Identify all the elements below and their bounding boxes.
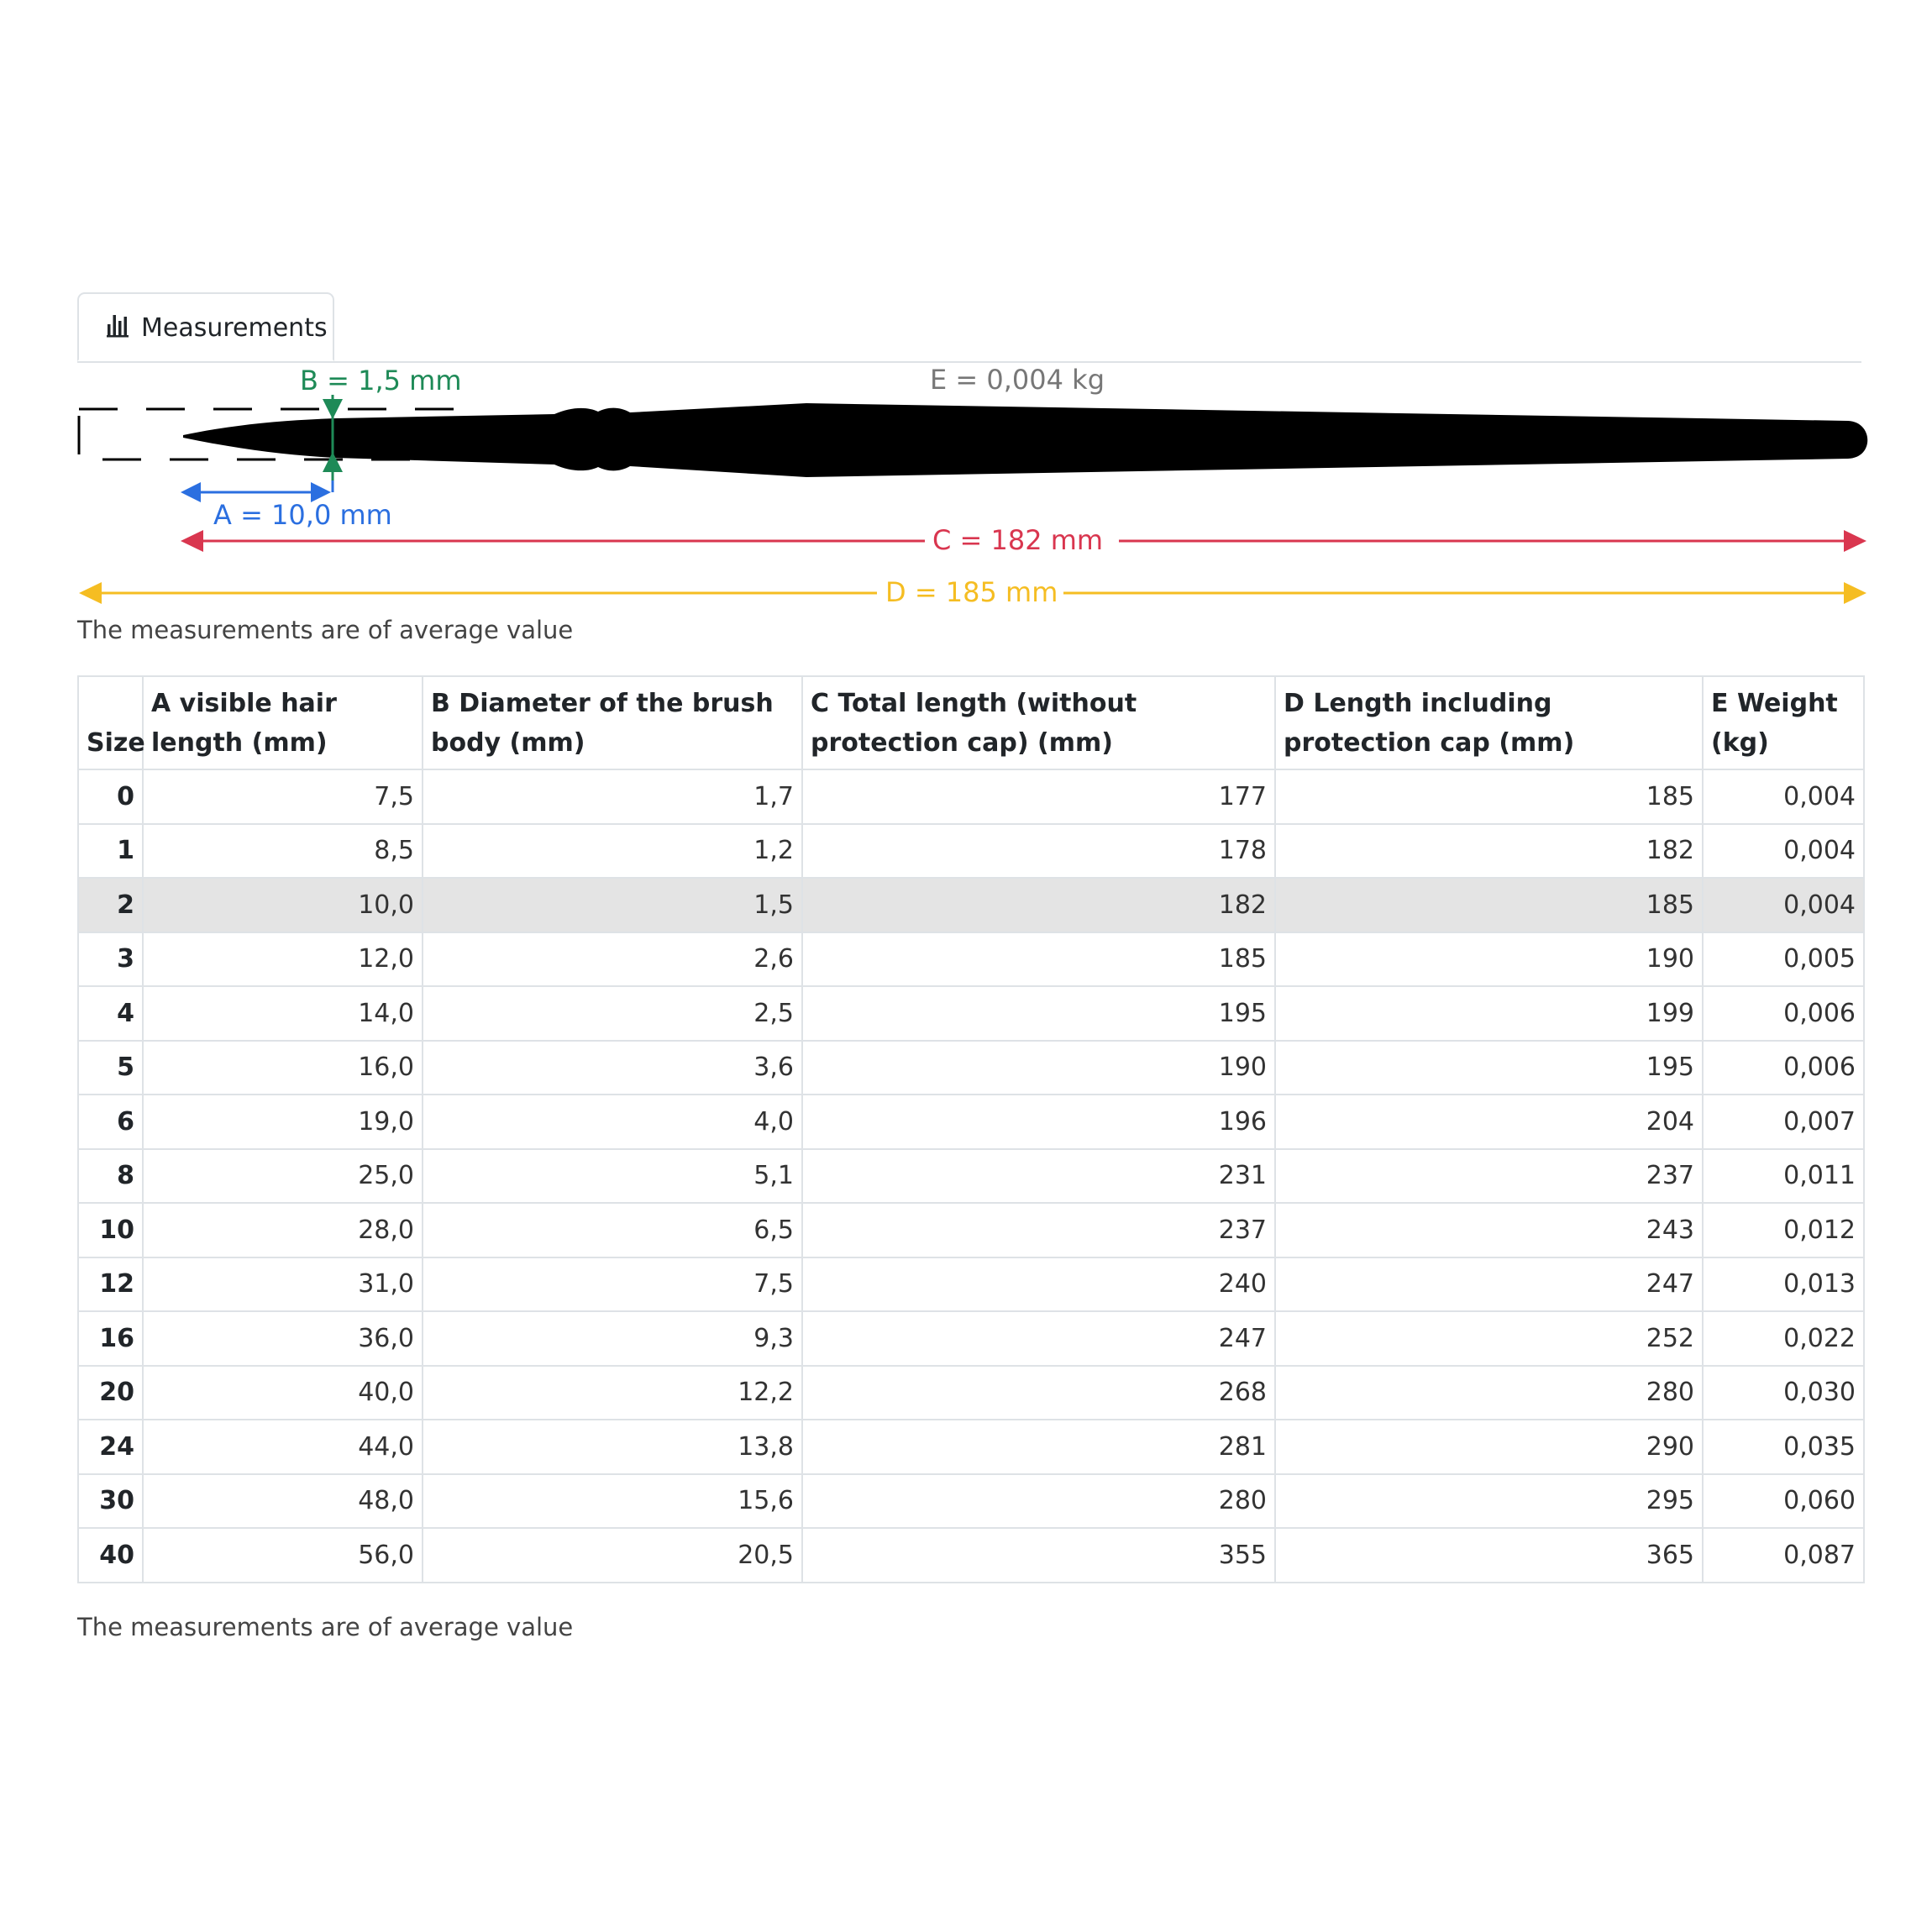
- cell-c-total-length: 178: [802, 824, 1275, 879]
- header-e-weight: E Weight (kg): [1703, 676, 1864, 769]
- cell-a-hair-length: 7,5: [143, 769, 423, 824]
- bar-chart-icon: [107, 312, 132, 338]
- cell-e-weight: 0,087: [1703, 1528, 1864, 1583]
- table-row: [78, 986, 1864, 1041]
- cell-a-hair-length: 8,5: [143, 824, 423, 879]
- cell-a-hair-length: 10,0: [143, 878, 423, 932]
- cell-size: 3: [78, 932, 143, 987]
- table-row: [78, 1257, 1864, 1312]
- cell-e-weight: 0,060: [1703, 1474, 1864, 1529]
- cell-b-diameter: 13,8: [423, 1420, 802, 1474]
- table-row: [78, 1149, 1864, 1204]
- header-size: Size: [78, 676, 143, 769]
- cell-b-diameter: 1,2: [423, 824, 802, 879]
- cell-d-length-with-cap: 185: [1275, 878, 1703, 932]
- brush-silhouette: [183, 403, 1867, 477]
- cell-b-diameter: 6,5: [423, 1203, 802, 1257]
- cell-b-diameter: 20,5: [423, 1528, 802, 1583]
- cell-size: 8: [78, 1149, 143, 1204]
- cell-a-hair-length: 36,0: [143, 1311, 423, 1366]
- cell-e-weight: 0,004: [1703, 769, 1864, 824]
- average-value-note: The measurements are of average value: [77, 616, 574, 644]
- average-value-note-bottom: The measurements are of average value: [77, 1613, 574, 1641]
- cell-e-weight: 0,004: [1703, 824, 1864, 879]
- cell-d-length-with-cap: 243: [1275, 1203, 1703, 1257]
- cell-a-hair-length: 56,0: [143, 1528, 423, 1583]
- cell-size: 2: [78, 878, 143, 932]
- cell-size: 5: [78, 1041, 143, 1095]
- cell-e-weight: 0,035: [1703, 1420, 1864, 1474]
- cell-c-total-length: 280: [802, 1474, 1275, 1529]
- cell-e-weight: 0,005: [1703, 932, 1864, 987]
- cell-size: 24: [78, 1420, 143, 1474]
- cell-c-total-length: 195: [802, 986, 1275, 1041]
- cell-a-hair-length: 48,0: [143, 1474, 423, 1529]
- table-row: [78, 878, 1864, 932]
- cell-e-weight: 0,004: [1703, 878, 1864, 932]
- header-a-visible-hair-length: A visible hair length (mm): [143, 676, 423, 769]
- cell-a-hair-length: 12,0: [143, 932, 423, 987]
- cell-c-total-length: 268: [802, 1366, 1275, 1420]
- cell-d-length-with-cap: 182: [1275, 824, 1703, 879]
- cell-c-total-length: 237: [802, 1203, 1275, 1257]
- table-row: [78, 1474, 1864, 1529]
- cell-e-weight: 0,011: [1703, 1149, 1864, 1204]
- cell-size: 16: [78, 1311, 143, 1366]
- label-c-total-length: C = 182 mm: [932, 524, 1104, 556]
- header-b-diameter: B Diameter of the brush body (mm): [423, 676, 802, 769]
- label-b-diameter: B = 1,5 mm: [300, 365, 462, 396]
- table-row: [78, 1203, 1864, 1257]
- cell-b-diameter: 1,7: [423, 769, 802, 824]
- cell-c-total-length: 177: [802, 769, 1275, 824]
- cell-c-total-length: 185: [802, 932, 1275, 987]
- cell-a-hair-length: 25,0: [143, 1149, 423, 1204]
- brush-diagram: [0, 353, 1932, 622]
- cell-c-total-length: 231: [802, 1149, 1275, 1204]
- cell-d-length-with-cap: 280: [1275, 1366, 1703, 1420]
- cell-size: 6: [78, 1095, 143, 1149]
- cell-a-hair-length: 19,0: [143, 1095, 423, 1149]
- cell-c-total-length: 196: [802, 1095, 1275, 1149]
- table-row: [78, 1095, 1864, 1149]
- table-row: [78, 1528, 1864, 1583]
- cell-b-diameter: 12,2: [423, 1366, 802, 1420]
- cell-c-total-length: 355: [802, 1528, 1275, 1583]
- cell-d-length-with-cap: 195: [1275, 1041, 1703, 1095]
- cell-b-diameter: 5,1: [423, 1149, 802, 1204]
- label-a-hair-length: A = 10,0 mm: [213, 499, 392, 531]
- cell-e-weight: 0,012: [1703, 1203, 1864, 1257]
- measurements-table: [77, 675, 1865, 1583]
- cell-size: 1: [78, 824, 143, 879]
- cell-a-hair-length: 40,0: [143, 1366, 423, 1420]
- table-row: [78, 1366, 1864, 1420]
- table-row: [78, 1311, 1864, 1366]
- cell-d-length-with-cap: 190: [1275, 932, 1703, 987]
- cell-c-total-length: 182: [802, 878, 1275, 932]
- cell-size: 0: [78, 769, 143, 824]
- cell-d-length-with-cap: 295: [1275, 1474, 1703, 1529]
- cell-c-total-length: 281: [802, 1420, 1275, 1474]
- cell-size: 12: [78, 1257, 143, 1312]
- cell-b-diameter: 3,6: [423, 1041, 802, 1095]
- cell-d-length-with-cap: 252: [1275, 1311, 1703, 1366]
- cell-d-length-with-cap: 247: [1275, 1257, 1703, 1312]
- table-row: [78, 769, 1864, 824]
- cell-d-length-with-cap: 237: [1275, 1149, 1703, 1204]
- cell-d-length-with-cap: 185: [1275, 769, 1703, 824]
- cell-e-weight: 0,022: [1703, 1311, 1864, 1366]
- cell-size: 30: [78, 1474, 143, 1529]
- header-c-total-length: C Total length (without protection cap) (mm): [802, 676, 1275, 769]
- cell-e-weight: 0,006: [1703, 986, 1864, 1041]
- cell-size: 40: [78, 1528, 143, 1583]
- table-row: [78, 1420, 1864, 1474]
- cell-b-diameter: 4,0: [423, 1095, 802, 1149]
- table-row: [78, 1041, 1864, 1095]
- cell-a-hair-length: 28,0: [143, 1203, 423, 1257]
- cell-d-length-with-cap: 199: [1275, 986, 1703, 1041]
- cell-size: 4: [78, 986, 143, 1041]
- table-row: [78, 932, 1864, 987]
- cell-a-hair-length: 44,0: [143, 1420, 423, 1474]
- cell-size: 20: [78, 1366, 143, 1420]
- cell-b-diameter: 1,5: [423, 878, 802, 932]
- cell-size: 10: [78, 1203, 143, 1257]
- cell-c-total-length: 190: [802, 1041, 1275, 1095]
- cell-b-diameter: 15,6: [423, 1474, 802, 1529]
- table-header-row: [78, 676, 1864, 769]
- cell-c-total-length: 240: [802, 1257, 1275, 1312]
- cell-d-length-with-cap: 290: [1275, 1420, 1703, 1474]
- cell-a-hair-length: 14,0: [143, 986, 423, 1041]
- cell-b-diameter: 7,5: [423, 1257, 802, 1312]
- cell-b-diameter: 2,6: [423, 932, 802, 987]
- table-row: [78, 824, 1864, 879]
- header-d-length-with-cap: D Length including protection cap (mm): [1275, 676, 1703, 769]
- cell-b-diameter: 9,3: [423, 1311, 802, 1366]
- cell-e-weight: 0,030: [1703, 1366, 1864, 1420]
- tab-label: Measurements: [141, 313, 328, 343]
- cell-d-length-with-cap: 204: [1275, 1095, 1703, 1149]
- cell-d-length-with-cap: 365: [1275, 1528, 1703, 1583]
- label-e-weight: E = 0,004 kg: [930, 364, 1105, 396]
- label-d-length-with-cap: D = 185 mm: [885, 576, 1058, 608]
- cell-e-weight: 0,006: [1703, 1041, 1864, 1095]
- tab-measurements[interactable]: [77, 292, 334, 361]
- cell-a-hair-length: 31,0: [143, 1257, 423, 1312]
- cell-e-weight: 0,007: [1703, 1095, 1864, 1149]
- cell-a-hair-length: 16,0: [143, 1041, 423, 1095]
- cell-c-total-length: 247: [802, 1311, 1275, 1366]
- cell-b-diameter: 2,5: [423, 986, 802, 1041]
- cell-e-weight: 0,013: [1703, 1257, 1864, 1312]
